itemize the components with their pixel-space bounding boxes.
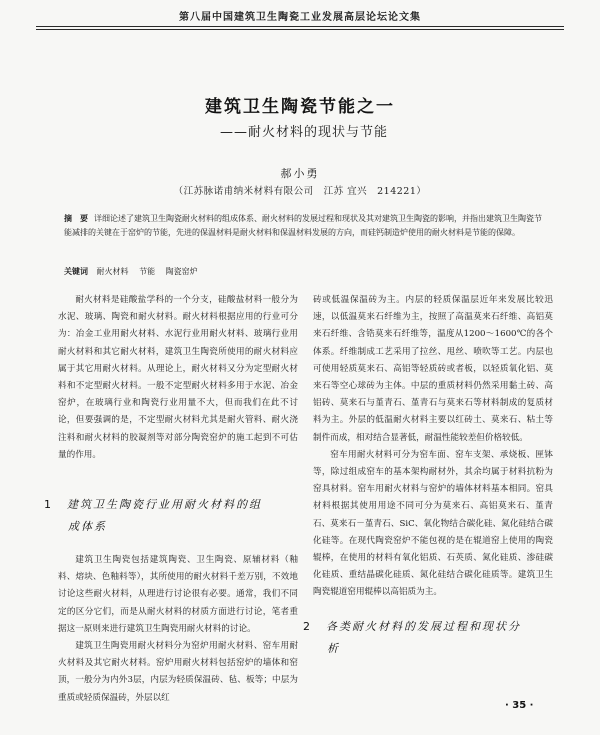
header-rule-thin	[36, 29, 564, 30]
section-number: 2	[303, 620, 312, 633]
running-header: 第八届中国建筑卫生陶瓷工业发展高层论坛论文集	[179, 12, 421, 23]
section-2-heading	[303, 616, 565, 660]
body-paragraph: 耐火材料是硅酸盐学科的一个分支，硅酸盐材料一般分为水泥、玻璃、陶瓷和耐火材料。耐火材料根据应用的行业可分为：冶金工业用耐火材料、水泥行业用耐火材料、玻璃行业用耐火材料和其它耐火材料，建筑卫生陶瓷所使用的耐火材料应属于其它用耐火材料。从理论上，耐火材料又分为定型耐火材料和不定型耐火材料。一般不定型耐火材料多用于水泥、冶金窑炉，在玻璃行业和陶瓷行业用量不大，但而我们在此不讨论，但要强调的是，不定型耐火材料尤其是耐火管料、耐火浇注料和耐火材料的胶凝剂等对部分陶瓷窑炉的施工起到不可估量的作用。	[58, 295, 298, 460]
keyword-item: 节能	[139, 267, 156, 276]
section-title-line: 各类耐火材料的发展过程和现状分	[326, 620, 521, 633]
article-subtitle: ——耐火材料的现状与节能	[220, 125, 389, 140]
keyword-item: 耐火材料	[96, 267, 129, 276]
abstract-label: 摘 要	[64, 214, 88, 223]
body-paragraph: 建筑卫生陶瓷包括建筑陶瓷、卫生陶瓷、原辅材料（釉料、熔块、色釉料等），其所使用的耐火材料千差万别，不效地讨论这些耐火材料，从理进行讨论很有必要。通常，我们不同定的区分它们，而是从耐火材料的材质方面进行讨论，笔者重据这一原则来进行建筑卫生陶瓷用耐火材料的讨论。	[58, 555, 298, 634]
author-name: 郝小勇	[280, 167, 320, 180]
abstract	[64, 212, 542, 239]
body-paragraph: 窑车用耐火材料可分为窑车面、窑车支架、承烧板、匣钵等，除过组成窑车的基本架构耐材外，其余均属于材料抗粉为窑具材料。窑车用耐火材料与窑炉的墙体材料基本相同。窑具材料根据其使用用途不同可分为莫来石、高铝莫来石、堇青石、莫来石－堇青石、SiC、氧化物结合碳化硅、氮化硅结合碳化硅等。在现代陶瓷窑炉不能包视的是在辊道窑上使用的陶瓷辊棒，在使用的材料有氧化铝质、石英质、氮化硅质、渗硅碳化硅质、重结晶碳化硅质、氮化硅结合碳化硅质等。建筑卫生陶瓷辊道窑用辊棒以高铝质为主。	[313, 449, 553, 598]
page-number: · 35 ·	[505, 700, 534, 711]
keywords-label: 关键词	[64, 267, 88, 276]
author-affiliation: （江苏脉诺甫纳米材料有限公司 江苏 宜兴 214221）	[173, 186, 427, 197]
left-column-body	[58, 552, 298, 707]
section-title-line: 成体系	[68, 520, 107, 533]
keywords	[64, 266, 542, 278]
section-title-line: 建筑卫生陶瓷行业用耐火材料的组	[67, 498, 262, 511]
section-title-line: 析	[327, 642, 340, 655]
body-paragraph: 砖或低温保温砖为主。内层的轻质保温层近年来发展比较迅速，以低温莫来石纤维为主，按照了高温莫来石纤维、高铝莫来石纤维、含锆莫来石纤维等，温度从1200～1600℃的各个体系。纤维制成工艺采用了拉丝、甩丝、喷吹等工艺。内层也可使用轻质莫来石、高铝等轻质砖或者板，以轻质氧化铝、莫来石等空心球砖为主体。中层的重质材料仍然采用黏土砖、高铝砖、莫来石与堇青石、堇青石与莫来石等材料制成的复质材料为主。外层的低温耐火材料主要以红砖土、莫来石、粘土等制件而成，相对结合显著低，耐温性能较差但价格较低。	[313, 295, 553, 443]
section-1-heading	[44, 494, 304, 538]
keyword-item: 陶瓷窑炉	[165, 267, 198, 276]
article-title: 建筑卫生陶瓷节能之一	[205, 97, 395, 117]
section-number: 1	[44, 498, 53, 511]
body-paragraph: 建筑卫生陶瓷用耐火材料分为窑炉用耐火材料、窑车用耐火材料及其它耐火材料。窑炉用耐火材料包括窑炉的墙体和窑顶，一般分为内外3层，内层为轻质保温砖、毡、板等；中层为重质或轻质保温砖，外层以红	[58, 641, 298, 703]
right-column-body	[313, 292, 553, 602]
left-column-intro	[58, 292, 298, 464]
abstract-text: 详细论述了建筑卫生陶瓷耐火材料的组成体系、耐火材料的发展过程和现状及其对建筑卫生陶瓷的影响，并指出建筑卫生陶瓷节能减排的关键在于窑炉的节能，先进的保温材料是耐火材料和保温材料发展的方向，而硅钙制造炉使用的耐火材料是节能的保障。	[64, 214, 542, 237]
header-rule-thick	[36, 26, 564, 27]
